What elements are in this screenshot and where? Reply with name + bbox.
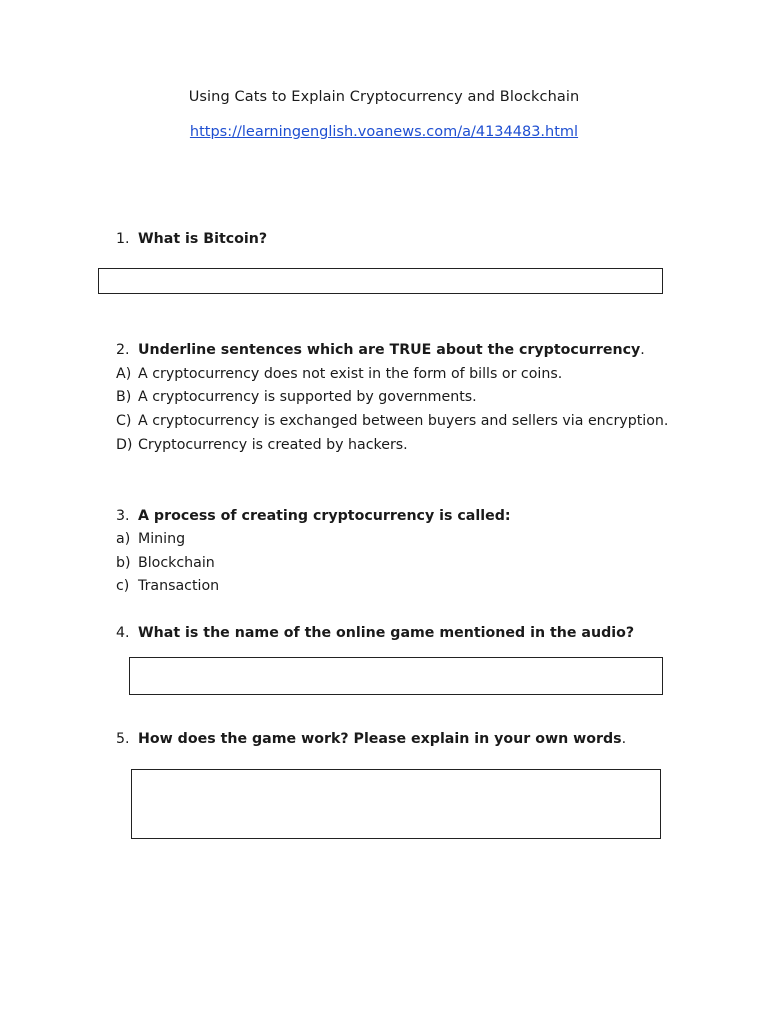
option-b[interactable] [116, 389, 477, 405]
option-a[interactable] [116, 531, 185, 547]
option-d[interactable] [116, 437, 408, 453]
question-text: How does the game work? Please explain in your own words [138, 731, 622, 747]
option-a[interactable] [116, 366, 562, 382]
question-3 [116, 508, 511, 524]
source-link-container [0, 124, 768, 140]
question-number: 5. [116, 731, 130, 747]
source-link[interactable]: https://learningenglish.voanews.com/a/4134483.html [189, 124, 579, 140]
question-1 [116, 231, 267, 247]
option-text: A cryptocurrency is supported by governments. [138, 389, 477, 405]
question-suffix: . [640, 342, 645, 358]
option-text: Blockchain [138, 555, 215, 571]
option-letter: B) [116, 389, 132, 405]
option-text: A cryptocurrency does not exist in the form of bills or coins. [138, 366, 563, 382]
question-number: 1. [116, 231, 130, 247]
question-text: Underline sentences which are TRUE about the cryptocurrency [138, 342, 641, 358]
question-number: 2. [116, 342, 130, 358]
option-letter: a) [116, 531, 131, 547]
option-text: Transaction [138, 578, 220, 594]
question-number: 4. [116, 625, 130, 641]
option-letter: D) [116, 437, 133, 453]
option-letter: C) [116, 413, 132, 429]
question-number: 3. [116, 508, 130, 524]
question-2 [116, 342, 645, 358]
option-text: A cryptocurrency is exchanged between buyers and sellers via encryption. [138, 413, 669, 429]
page-title: Using Cats to Explain Cryptocurrency and Blockchain [188, 89, 580, 105]
option-letter: c) [116, 578, 130, 594]
option-b[interactable] [116, 555, 215, 571]
question-text: A process of creating cryptocurrency is called: [138, 508, 511, 524]
question-5 [116, 731, 626, 747]
option-letter: b) [116, 555, 131, 571]
question-4 [116, 625, 634, 641]
question-suffix: . [621, 731, 627, 747]
option-text: Mining [138, 531, 186, 547]
option-letter: A) [116, 366, 132, 382]
option-c[interactable] [116, 413, 668, 429]
question-text: What is the name of the online game mentioned in the audio? [138, 625, 635, 641]
answer-box-1[interactable] [98, 268, 663, 294]
option-text: Cryptocurrency is created by hackers. [138, 437, 408, 453]
answer-box-5[interactable] [131, 769, 661, 839]
option-c[interactable] [116, 578, 219, 594]
answer-box-4[interactable] [129, 657, 663, 695]
question-text: What is Bitcoin? [138, 231, 268, 247]
